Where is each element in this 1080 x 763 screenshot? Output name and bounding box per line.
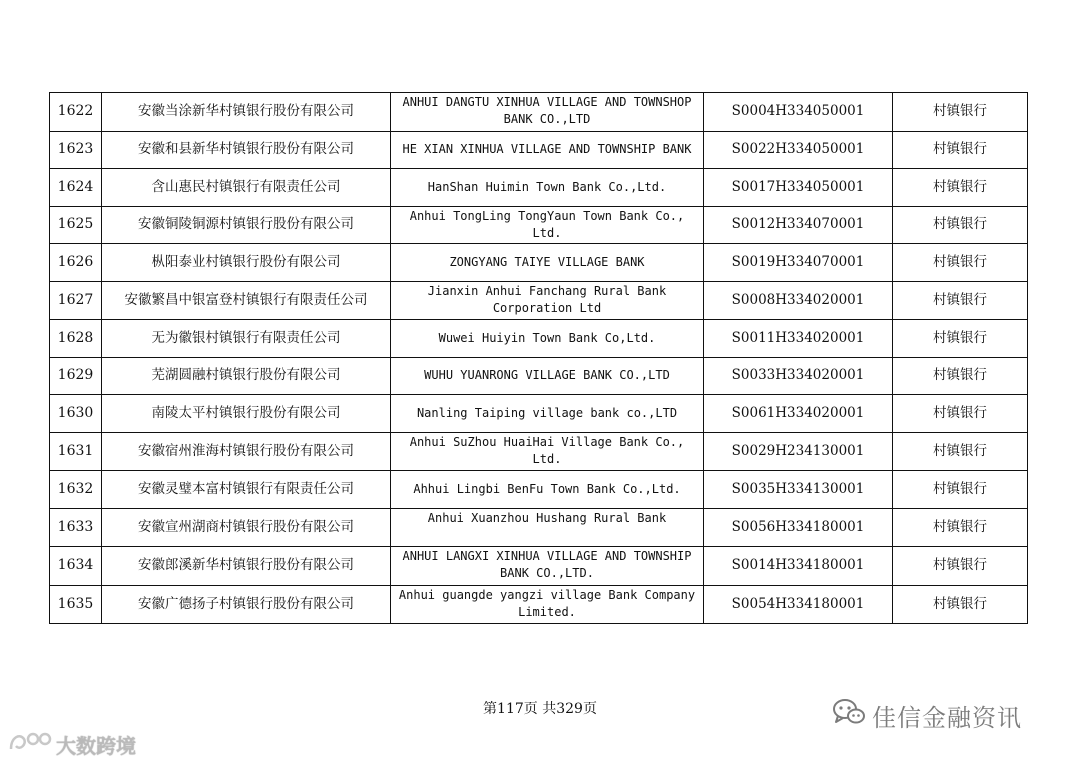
bank-name-chinese: 安徽灵璧本富村镇银行有限责任公司 xyxy=(102,471,391,509)
bank-name-english: Anhui TongLing TongYaun Town Bank Co., Ltd. xyxy=(391,206,704,244)
wechat-icon xyxy=(832,697,866,733)
bank-name-chinese: 安徽宿州淮海村镇银行股份有限公司 xyxy=(102,432,391,471)
bank-name-english: HanShan Huimin Town Bank Co.,Ltd. xyxy=(391,169,704,207)
watermark-right xyxy=(832,697,1022,733)
institution-code: S0014H334180001 xyxy=(704,547,893,586)
row-number: 1630 xyxy=(50,395,102,433)
watermark-right-text: 佳信金融资讯 xyxy=(872,703,1022,732)
bank-name-english: ANHUI DANGTU XINHUA VILLAGE AND TOWNSHOP BANK CO.,LTD xyxy=(391,93,704,132)
table-row xyxy=(50,357,1028,395)
institution-code: S0008H334020001 xyxy=(704,281,893,320)
bank-name-chinese: 芜湖圆融村镇银行股份有限公司 xyxy=(102,357,391,395)
row-number: 1627 xyxy=(50,281,102,320)
bank-name-chinese: 无为徽银村镇银行有限责任公司 xyxy=(102,320,391,358)
table-row xyxy=(50,432,1028,471)
bank-name-english: HE XIAN XINHUA VILLAGE AND TOWNSHIP BANK xyxy=(391,131,704,169)
institution-code: S0017H334050001 xyxy=(704,169,893,207)
table-row xyxy=(50,93,1028,132)
table-row xyxy=(50,395,1028,433)
institution-code: S0035H334130001 xyxy=(704,471,893,509)
institution-code: S0022H334050001 xyxy=(704,131,893,169)
institution-type: 村镇银行 xyxy=(893,131,1028,169)
bank-name-chinese: 安徽郎溪新华村镇银行股份有限公司 xyxy=(102,547,391,586)
institution-code: S0054H334180001 xyxy=(704,585,893,624)
bank-name-english: Anhui Xuanzhou Hushang Rural Bank xyxy=(391,508,704,547)
row-number: 1633 xyxy=(50,508,102,547)
brand-logo-icon xyxy=(8,729,52,760)
row-number: 1629 xyxy=(50,357,102,395)
institution-type: 村镇银行 xyxy=(893,547,1028,586)
institution-code: S0056H334180001 xyxy=(704,508,893,547)
row-number: 1624 xyxy=(50,169,102,207)
institution-type: 村镇银行 xyxy=(893,357,1028,395)
institution-code: S0019H334070001 xyxy=(704,244,893,282)
row-number: 1631 xyxy=(50,432,102,471)
watermark-left-text: 大数跨境 xyxy=(56,734,136,758)
institution-type: 村镇银行 xyxy=(893,585,1028,624)
institution-code: S0033H334020001 xyxy=(704,357,893,395)
table-row xyxy=(50,508,1028,547)
institution-code: S0011H334020001 xyxy=(704,320,893,358)
table-row xyxy=(50,244,1028,282)
table-row xyxy=(50,206,1028,244)
row-number: 1628 xyxy=(50,320,102,358)
bank-name-chinese: 安徽广德扬子村镇银行股份有限公司 xyxy=(102,585,391,624)
bank-name-english: Ahhui Lingbi BenFu Town Bank Co.,Ltd. xyxy=(391,471,704,509)
bank-name-english: Anhui SuZhou HuaiHai Village Bank Co., Ltd. xyxy=(391,432,704,471)
bank-name-chinese: 南陵太平村镇银行股份有限公司 xyxy=(102,395,391,433)
bank-name-english: ZONGYANG TAIYE VILLAGE BANK xyxy=(391,244,704,282)
watermark-left xyxy=(8,729,136,760)
row-number: 1635 xyxy=(50,585,102,624)
row-number: 1632 xyxy=(50,471,102,509)
bank-name-chinese: 安徽铜陵铜源村镇银行股份有限公司 xyxy=(102,206,391,244)
bank-name-chinese: 安徽和县新华村镇银行股份有限公司 xyxy=(102,131,391,169)
table-row xyxy=(50,585,1028,624)
bank-name-chinese: 含山惠民村镇银行有限责任公司 xyxy=(102,169,391,207)
institution-type: 村镇银行 xyxy=(893,244,1028,282)
institution-code: S0012H334070001 xyxy=(704,206,893,244)
bank-name-english: ANHUI LANGXI XINHUA VILLAGE AND TOWNSHIP BANK CO.,LTD. xyxy=(391,547,704,586)
bank-list-table xyxy=(49,92,1028,624)
institution-type: 村镇银行 xyxy=(893,206,1028,244)
bank-name-english: Nanling Taiping village bank co.,LTD xyxy=(391,395,704,433)
table-row xyxy=(50,281,1028,320)
institution-type: 村镇银行 xyxy=(893,432,1028,471)
bank-name-english: Jianxin Anhui Fanchang Rural Bank Corporation Ltd xyxy=(391,281,704,320)
institution-type: 村镇银行 xyxy=(893,169,1028,207)
row-number: 1625 xyxy=(50,206,102,244)
table-row xyxy=(50,131,1028,169)
bank-name-english: Wuwei Huiyin Town Bank Co,Ltd. xyxy=(391,320,704,358)
institution-code: S0029H234130001 xyxy=(704,432,893,471)
row-number: 1634 xyxy=(50,547,102,586)
bank-name-chinese: 安徽繁昌中银富登村镇银行有限责任公司 xyxy=(102,281,391,320)
institution-type: 村镇银行 xyxy=(893,471,1028,509)
institution-type: 村镇银行 xyxy=(893,320,1028,358)
institution-type: 村镇银行 xyxy=(893,508,1028,547)
table-row xyxy=(50,547,1028,586)
row-number: 1626 xyxy=(50,244,102,282)
table-row xyxy=(50,471,1028,509)
bank-name-chinese: 枞阳泰业村镇银行股份有限公司 xyxy=(102,244,391,282)
bank-name-chinese: 安徽宣州湖商村镇银行股份有限公司 xyxy=(102,508,391,547)
table-row xyxy=(50,320,1028,358)
row-number: 1623 xyxy=(50,131,102,169)
institution-type: 村镇银行 xyxy=(893,395,1028,433)
bank-name-english: Anhui guangde yangzi village Bank Company Limited. xyxy=(391,585,704,624)
bank-name-chinese: 安徽当涂新华村镇银行股份有限公司 xyxy=(102,93,391,132)
page-number-footer: 第117页 共329页 xyxy=(483,701,597,717)
institution-code: S0004H334050001 xyxy=(704,93,893,132)
table-row xyxy=(50,169,1028,207)
institution-type: 村镇银行 xyxy=(893,93,1028,132)
bank-name-english: WUHU YUANRONG VILLAGE BANK CO.,LTD xyxy=(391,357,704,395)
institution-type: 村镇银行 xyxy=(893,281,1028,320)
institution-code: S0061H334020001 xyxy=(704,395,893,433)
row-number: 1622 xyxy=(50,93,102,132)
